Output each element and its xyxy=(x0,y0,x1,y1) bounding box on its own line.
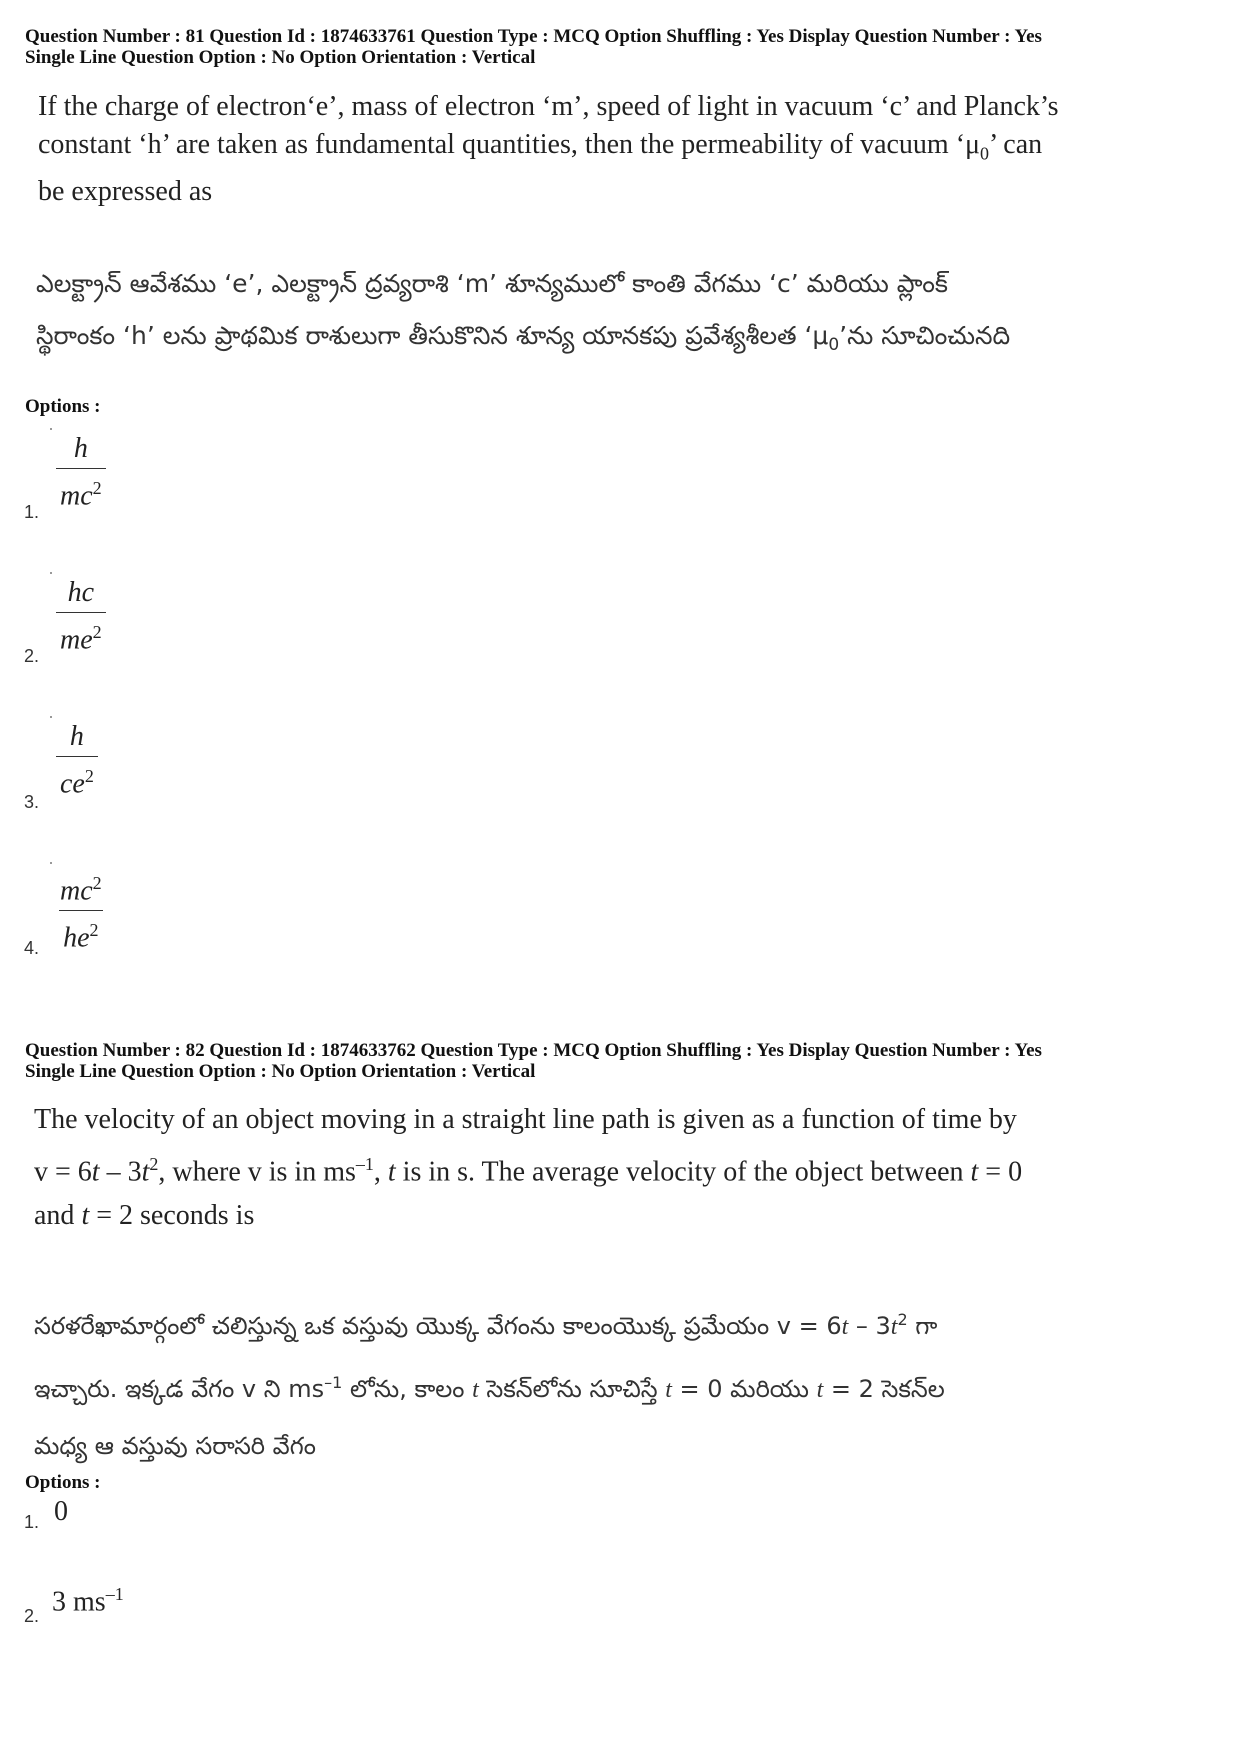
q82-option-1[interactable]: 0 xyxy=(54,1496,68,1527)
q82-option-2-number: 2. xyxy=(24,1606,40,1626)
q81-en-line3: be expressed as xyxy=(38,175,213,207)
q82-en-line3: and t = 2 seconds is xyxy=(34,1200,255,1232)
q81-option-3-number: 3. xyxy=(24,792,40,812)
q81-option-4-number: 4. xyxy=(24,938,40,958)
q82-option-2[interactable]: 3 $ms^{-1}$ xyxy=(52,1584,124,1618)
q81-meta-line2: Single Line Question Option : No Option Orientation : Vertical xyxy=(25,47,536,68)
q81-option-2-number: 2. xyxy=(24,646,40,666)
q81-question-telugu xyxy=(36,258,1226,371)
q81-option-4[interactable] xyxy=(56,866,106,956)
q81-en-line2: constant ‘h’ are taken as fundamental quantities, then the permeability of vacuum ‘$\mu_0$’ can xyxy=(38,129,1043,164)
q81-question-english xyxy=(38,88,1228,211)
q81-option-4-denominator: $he^2$ xyxy=(59,910,102,955)
q81-option-3[interactable] xyxy=(56,720,98,801)
q81-option-1-denominator: $mc^2$ xyxy=(56,468,106,513)
q82-te-line1: సరళరేఖామార్గంలో చలిస్తున్న ఒక వస్తువు యొక్క వేగంను కాలంయొక్క ప్రమేయం $v = 6t - 3t^2$ గా xyxy=(34,1310,938,1340)
q81-option-3-denominator: $ce^2$ xyxy=(56,756,98,801)
q82-option-1-number: 1. xyxy=(24,1512,40,1532)
q82-question-english xyxy=(34,1098,1224,1238)
q82-meta-line2: Single Line Question Option : No Option Orientation : Vertical xyxy=(25,1061,536,1082)
q82-question-telugu xyxy=(34,1292,1224,1474)
q81-meta xyxy=(25,26,1042,68)
q82-options-label: Options : xyxy=(25,1472,101,1493)
q81-option-2-denominator: $me^2$ xyxy=(56,612,106,657)
q81-option-1-number: 1. xyxy=(24,502,40,522)
q81-options-label: Options : xyxy=(25,396,101,417)
q81-meta-line1: Question Number : 81 Question Id : 1874633761 Question Type : MCQ Option Shuffling : Yes Display Question Number : Yes xyxy=(25,26,1042,47)
q81-te-line2: స్థిరాంకం ‘h’ లను ప్రాథమిక రాశులుగా తీసుకొనిన శూన్య యానకపు ప్రవేశ్యశీలత ‘$\mu_0’ను$ సూచించునది xyxy=(36,321,1011,355)
q81-en-line1: If the charge of electron‘e’, mass of electron ‘m’, speed of light in vacuum ‘c’ and Planck’s xyxy=(38,91,1059,122)
q82-te-line2: ఇచ్చారు. ఇక్కడ వేగం v ని $ms^{-1}$ లోను, కాలం t సెకన్‌లోను సూచిస్తే t = 0 మరియు t = 2 సెకన్‌ల xyxy=(34,1373,945,1403)
q82-te-line3: మధ్య ఆ వస్తువు సరాసరి వేగం xyxy=(34,1432,316,1460)
q81-option-1-numerator: h xyxy=(73,433,88,464)
q82-meta-line1: Question Number : 82 Question Id : 1874633762 Question Type : MCQ Option Shuffling : Yes Display Question Number : Yes xyxy=(25,1040,1042,1061)
q81-option-3-numerator: h xyxy=(69,721,84,752)
q81-option-1[interactable] xyxy=(56,432,106,513)
q81-te-line1: ఎలక్ట్రాన్ ఆవేశము ‘e’, ఎలక్ట్రాన్ ద్రవ్యరాశి ‘m’ శూన్యములో కాంతి వేగము ‘c’ మరియు ప్లాంక్ xyxy=(36,269,948,298)
q82-en-line1: The velocity of an object moving in a straight line path is given as a function of time by xyxy=(34,1104,1017,1135)
q82-en-line2: $v = 6t - 3t^2$, where v is in $ms^{-1}$, t is in s. The average velocity of the object between t = 0 xyxy=(34,1154,1023,1188)
q81-option-2[interactable] xyxy=(56,576,106,657)
q81-option-4-numerator: $mc^2$ xyxy=(60,873,102,907)
q82-meta xyxy=(25,1040,1042,1082)
q81-option-2-numerator: hc xyxy=(67,577,95,608)
